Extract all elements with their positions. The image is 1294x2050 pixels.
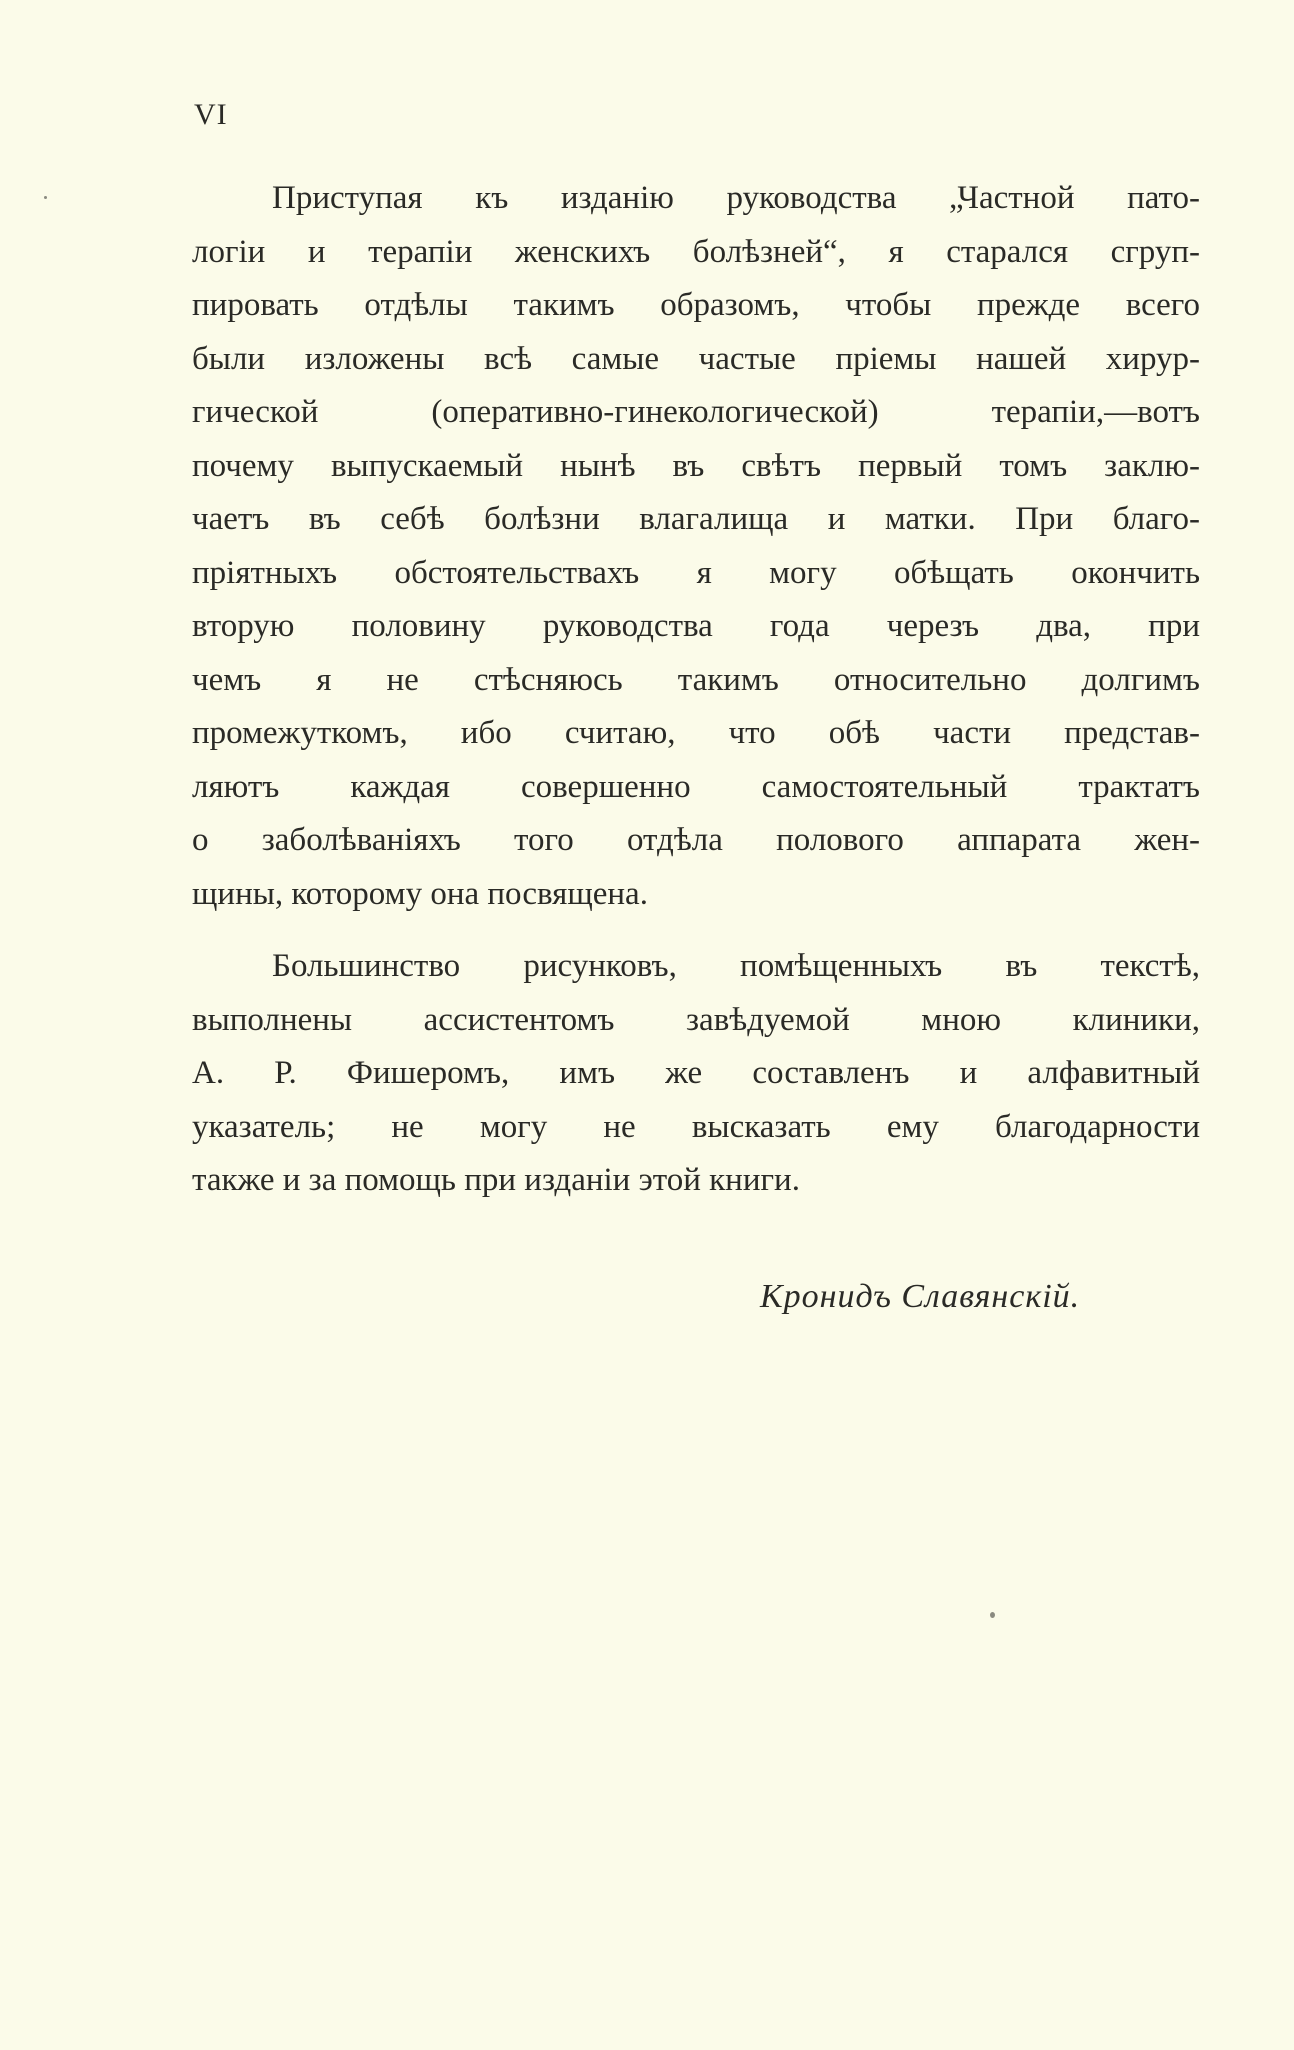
page-number: VI (194, 98, 228, 131)
text-line: вторую половину руководства года черезъ два, при (192, 608, 1200, 644)
text-line: промежуткомъ, ибо считаю, что обѣ части представ- (192, 715, 1200, 751)
paper-speck (44, 196, 47, 199)
paper-speck (990, 1612, 995, 1618)
text-line: выполнены ассистентомъ завѣдуемой мною клиники, (192, 1001, 1200, 1038)
text-line: ляютъ каждая совершенно самостоятельный трактатъ (192, 768, 1200, 805)
text-line: Большинство рисунковъ, помѣщенныхъ въ текстѣ, (272, 948, 1200, 984)
text-line: также и за помощь при изданiи этой книги. (192, 1162, 800, 1198)
text-line: о заболѣванiяхъ того отдѣла полового аппарата жен- (192, 822, 1200, 858)
author-signature: Кронидъ Славянскiй. (760, 1278, 1081, 1315)
text-line: прiятныхъ обстоятельствахъ я могу обѣщать окончить (192, 554, 1200, 591)
text-line: чемъ я не стѣсняюсь такимъ относительно долгимъ (192, 661, 1200, 698)
text-line: были изложены всѣ самые частые прiемы нашей хирур- (192, 340, 1200, 377)
text-line: чаетъ въ себѣ болѣзни влагалища и матки. При благо- (192, 501, 1200, 537)
preface-paragraph-2 (192, 940, 1200, 1208)
text-line: логiи и терапiи женскихъ болѣзней“, я старался сгруп- (192, 233, 1200, 270)
text-line: пировать отдѣлы такимъ образомъ, чтобы прежде всего (192, 287, 1200, 323)
text-line: указатель; не могу не высказать ему благодарности (192, 1108, 1200, 1145)
preface-paragraph-1 (192, 172, 1200, 921)
text-line: почему выпускаемый нынѣ въ свѣтъ первый томъ заклю- (192, 447, 1200, 484)
text-line: А. Р. Фишеромъ, имъ же составленъ и алфавитный (192, 1055, 1200, 1091)
text-line: гической (оперативно-гинекологической) терапiи,—вотъ (192, 394, 1200, 430)
text-line: щины, которому она посвящена. (192, 875, 648, 912)
text-line: Приступая къ изданiю руководства „Частной пато- (272, 180, 1200, 216)
